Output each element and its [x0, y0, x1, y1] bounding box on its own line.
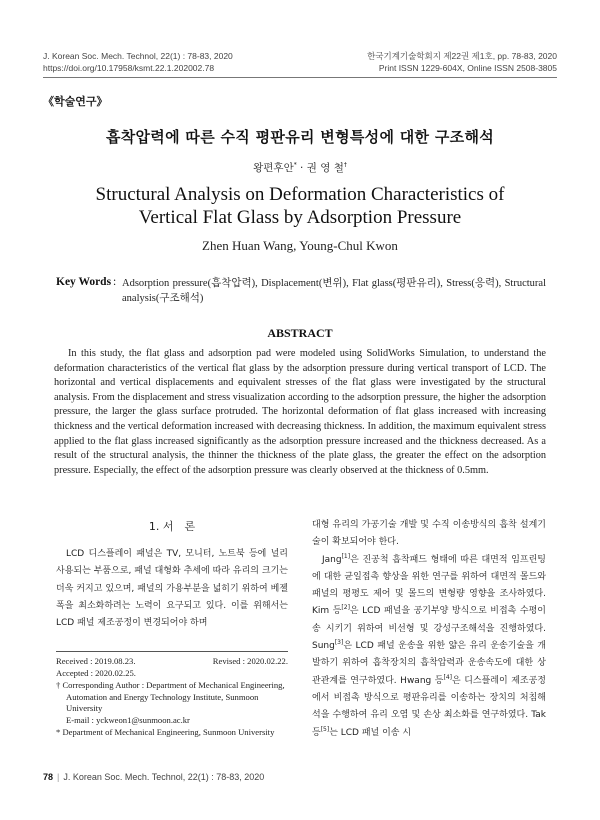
keywords-text: Adsorption pressure(흡착압력), Displacement(변위), Flat glass(평판유리), Stress(응력), Structural analysis(구조해석)	[122, 278, 546, 304]
footnote-divider	[56, 651, 288, 652]
authors-korean	[0, 160, 600, 175]
author-email[interactable]: E-mail : yckweon1@sunmoon.ac.kr	[66, 715, 190, 726]
author-separator: ·	[296, 162, 307, 174]
header-divider	[43, 77, 557, 78]
footer-separator: |	[57, 772, 60, 782]
title-english	[0, 183, 600, 229]
article-category: 《학술연구》	[43, 95, 108, 108]
corresponding-author: † Corresponding Author : Department of Mechanical Engineering, Automation and Energy Technology Institute, Sunmoon University	[56, 679, 285, 714]
author-2-korean: 권 영 철	[306, 162, 344, 174]
issn-info: Print ISSN 1229-604X, Online ISSN 2508-3805	[378, 63, 557, 73]
received-date: Received : 2019.08.23.	[56, 656, 136, 666]
keywords-colon: :	[113, 276, 117, 288]
received-revised-line	[56, 656, 288, 668]
intro-right-column	[312, 517, 546, 742]
author-affiliation: * Department of Mechanical Engineering, Sunmoon University	[56, 726, 275, 737]
text-run: 은 LCD 패널을 공기부양 방식으로 비접촉 수평이송 시키기 위하여 비선형 및 강성구조해석을 진행하였다. Sung	[312, 606, 546, 652]
citation-5[interactable]: [5]	[320, 725, 330, 733]
footnote-block	[56, 668, 288, 739]
section-1-heading: 1. 서 론	[148, 520, 196, 533]
keywords-label: Key Words	[56, 276, 112, 288]
footer-journal: J. Korean Soc. Mech. Technol, 22(1) : 78-83, 2020	[63, 772, 265, 782]
intro-literature-paragraph	[312, 552, 546, 742]
abstract-heading: ABSTRACT	[267, 326, 333, 340]
accepted-date: Accepted : 2020.02.25.	[56, 668, 136, 678]
author-1-mark: *	[293, 161, 297, 169]
journal-citation-korean: 한국기계기술학회지 제22권 제1호, pp. 78-83, 2020	[367, 51, 557, 61]
revised-date: Revised : 2020.02.22.	[212, 656, 288, 666]
page-number: 78	[43, 772, 54, 782]
text-run: Jang	[322, 554, 342, 565]
citation-3[interactable]: [3]	[334, 639, 344, 647]
citation-1[interactable]: [1]	[341, 552, 351, 560]
text-run: 은 디스플레이 제조공정에서 비접촉 방식으로 평판유리를 이송하는 장치의 처침해석을 수행하여 유리 오염 및 손상 최소화를 연구하였다. Tak 등	[312, 675, 546, 738]
citation-4[interactable]: [4]	[443, 673, 452, 681]
journal-citation: J. Korean Soc. Mech. Technol, 22(1) : 78-83, 2020	[43, 51, 233, 61]
running-header-left	[43, 50, 233, 74]
author-2-mark: †	[343, 161, 347, 169]
citation-2[interactable]: [2]	[341, 604, 350, 612]
abstract-body: In this study, the flat glass and adsorption pad were modeled using SolidWorks Simulation, to understand the deformation characteristics of the vertical flat glass by the adsorption pressure during vertical transport of LCD. The horizontal and vertical displacements and equivalent stresses of the flat glass were investigated by the structural analysis. From the displacement and stress visualization according to the adsorption pressure, the higher the adsorption pressure, the larger the glass surface protruded. The horizontal deformation of flat glass increased with increasing thickness and the vertical deformation increased with decreasing thickness. In addition, the maximum equivalent stress applied to the flat glass increased significantly as the adsorption pressure increased and the thickness decreased. As a result of the structural analysis, the thinner the thickness of the plate glass, the greater the effect on the adsorption pressure. Especially, the effect of the adsorption pressure was clearly observed at the thickness of 0.5mm.	[54, 348, 546, 476]
doi-link[interactable]: https://doi.org/10.17958/ksmt.22.1.202002.78	[43, 63, 215, 73]
title-english-line-1: Structural Analysis on Deformation Characteristics of	[95, 184, 505, 205]
title-english-line-2: Vertical Flat Glass by Adsorption Pressure	[138, 207, 462, 228]
author-1-korean: 왕편후안	[253, 162, 294, 174]
text-run: 는 LCD 패널 이송 시	[329, 727, 412, 738]
intro-continuation: 대형 유리의 가공기술 개발 및 수직 이송방식의 흡착 설계기술이 확보되어야 한다.	[312, 520, 546, 548]
title-korean: 흡착압력에 따른 수직 평판유리 변형특성에 대한 구조해석	[105, 128, 495, 146]
intro-left-column: LCD 디스플레이 패널은 TV, 모니터, 노트북 등에 널리 사용되는 부품으로, 패널 대형화 추세에 따라 유리의 크기는 더욱 커지고 있으며, 패널의 가용부분을 넓히기 위하여 베젤 폭을 최소화하려는 노력이 요구되고 있다. 이를 위해서는 LCD 패널 제조공정이 변경되어야 하며	[56, 549, 288, 629]
authors-english: Zhen Huan Wang, Young-Chul Kwon	[202, 238, 398, 253]
text-run: 은 LCD 패널 운송을 위한 얇은 유리 운송기술을 개발하기 위하여 흡착장치의 흡착압력과 운송속도에 대한 상관관계를 연구하였다. Hwang 등	[312, 641, 546, 686]
running-header-right	[367, 50, 557, 74]
text-run: 은 진공척 흡착패드 형태에 따른 대면적 임프린팅에 대한 균일접촉 향상을 위한 연구를 위하여 대면적 몰드와 패널의 평평도 제어 및 몰드의 변형량 영향을 조사하였다. Kim 등	[312, 554, 546, 617]
page-footer	[43, 772, 264, 782]
